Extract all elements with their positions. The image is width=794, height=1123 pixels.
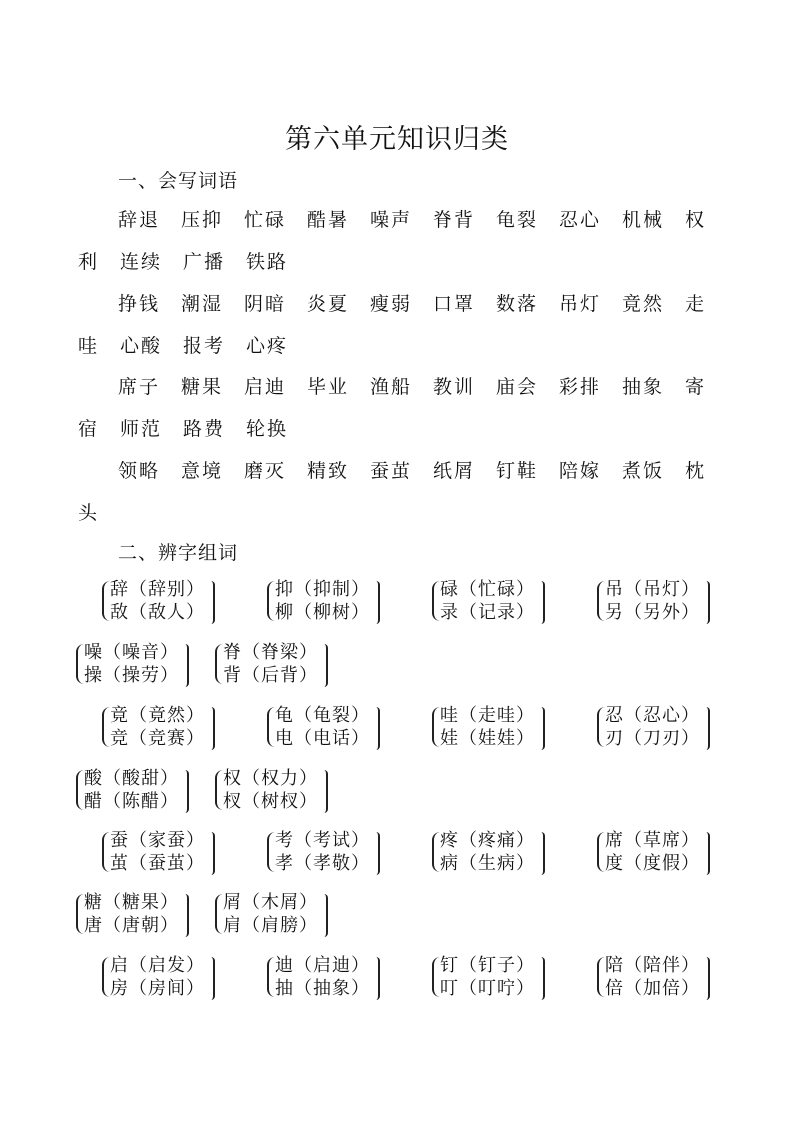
group-entry: 茧（蚕茧） (110, 853, 205, 874)
group-entry: 竟（竟然） (110, 705, 205, 726)
word-line: 辞退 压抑 忙碌 酷暑 噪声 脊背 龟裂 忍心 机械 权 (118, 209, 707, 231)
left-brace (102, 957, 110, 997)
right-bracket (211, 581, 215, 624)
group-entry: 碌（忙碌） (440, 579, 535, 600)
group-entry: 疼（疼痛） (440, 830, 535, 851)
char-group (215, 767, 328, 813)
group-entry: 脊（脊梁） (223, 642, 318, 663)
char-group (215, 641, 328, 687)
group-entry: 吊（吊灯） (605, 579, 700, 600)
group-entry: 噪（噪音） (84, 642, 179, 663)
group-entry: 糖（糖果） (84, 892, 179, 913)
word-line: 宿 师范 路费 轮换 (78, 418, 289, 440)
char-group (432, 829, 545, 875)
left-brace (76, 644, 84, 684)
group-entry: 敌（敌人） (110, 602, 205, 623)
right-bracket (376, 707, 380, 750)
group-entry: 哇（走哇） (440, 705, 535, 726)
right-bracket (541, 581, 545, 624)
char-group (597, 954, 710, 1000)
left-brace (267, 957, 275, 997)
group-entry: 蚕（家蚕） (110, 830, 205, 851)
group-entry: 叮（叮咛） (440, 978, 535, 999)
group-entry: 席（草席） (605, 830, 700, 851)
right-bracket (211, 832, 215, 875)
group-entry: 陪（陪伴） (605, 955, 700, 976)
left-brace (432, 581, 440, 621)
left-brace (102, 707, 110, 747)
char-group (267, 954, 380, 1000)
char-group (432, 578, 545, 624)
char-group (267, 704, 380, 750)
char-group (215, 891, 328, 937)
group-entry: 肩（肩膀） (223, 915, 318, 936)
char-group (432, 954, 545, 1000)
right-bracket (211, 957, 215, 1000)
left-brace (267, 581, 275, 621)
left-brace (597, 832, 605, 872)
right-bracket (541, 832, 545, 875)
group-entry: 酸（酸甜） (84, 768, 179, 789)
left-brace (215, 644, 223, 684)
group-entry: 启（启发） (110, 955, 205, 976)
right-bracket (376, 832, 380, 875)
word-line: 挣钱 潮湿 阴暗 炎夏 瘦弱 口罩 数落 吊灯 竟然 走 (118, 293, 707, 315)
right-bracket (185, 894, 189, 937)
word-line: 领略 意境 磨灭 精致 蚕茧 纸屑 钉鞋 陪嫁 煮饭 枕 (118, 460, 707, 482)
right-bracket (376, 581, 380, 624)
section-heading-words: 一、会写词语 (118, 170, 239, 192)
char-group (102, 829, 215, 875)
left-brace (215, 894, 223, 934)
left-brace (597, 581, 605, 621)
left-brace (267, 707, 275, 747)
group-entry: 考（考试） (275, 830, 370, 851)
right-bracket (706, 581, 710, 624)
char-group (76, 891, 189, 937)
group-entry: 倍（加倍） (605, 978, 700, 999)
right-bracket (376, 957, 380, 1000)
right-bracket (324, 894, 328, 937)
right-bracket (185, 770, 189, 813)
right-bracket (324, 770, 328, 813)
right-bracket (706, 707, 710, 750)
group-entry: 醋（陈醋） (84, 791, 179, 812)
group-entry: 另（另外） (605, 602, 700, 623)
char-group (597, 578, 710, 624)
group-entry: 抽（抽象） (275, 978, 370, 999)
right-bracket (706, 957, 710, 1000)
group-entry: 屑（木屑） (223, 892, 318, 913)
group-entry: 娃（娃娃） (440, 728, 535, 749)
left-brace (102, 832, 110, 872)
group-entry: 权（权力） (223, 768, 318, 789)
group-entry: 度（度假） (605, 853, 700, 874)
group-entry: 孝（孝敬） (275, 853, 370, 874)
group-entry: 钉（钉子） (440, 955, 535, 976)
char-group (102, 954, 215, 1000)
char-group (267, 578, 380, 624)
group-entry: 刃（刀刃） (605, 728, 700, 749)
word-line: 头 (78, 502, 100, 524)
char-group (102, 578, 215, 624)
char-group (432, 704, 545, 750)
word-line: 利 连续 广播 铁路 (78, 251, 289, 273)
left-brace (597, 957, 605, 997)
group-entry: 杈（树杈） (223, 791, 318, 812)
group-entry: 迪（启迪） (275, 955, 370, 976)
right-bracket (324, 644, 328, 687)
page-title: 第六单元知识归类 (285, 124, 509, 155)
left-brace (432, 707, 440, 747)
right-bracket (541, 957, 545, 1000)
left-brace (267, 832, 275, 872)
char-group (267, 829, 380, 875)
left-brace (215, 770, 223, 810)
group-entry: 龟（龟裂） (275, 705, 370, 726)
right-bracket (211, 707, 215, 750)
group-entry: 背（后背） (223, 665, 318, 686)
left-brace (76, 894, 84, 934)
char-group (597, 704, 710, 750)
word-line: 哇 心酸 报考 心疼 (78, 335, 289, 357)
section-heading-distinguish: 二、辨字组词 (118, 542, 239, 564)
left-brace (102, 581, 110, 621)
group-entry: 房（房间） (110, 978, 205, 999)
group-entry: 病（生病） (440, 853, 535, 874)
left-brace (432, 957, 440, 997)
left-brace (597, 707, 605, 747)
group-entry: 操（操劳） (84, 665, 179, 686)
group-entry: 竞（竞赛） (110, 728, 205, 749)
group-entry: 录（记录） (440, 602, 535, 623)
right-bracket (185, 644, 189, 687)
char-group (102, 704, 215, 750)
word-line: 席子 糖果 启迪 毕业 渔船 教训 庙会 彩排 抽象 寄 (118, 376, 707, 398)
right-bracket (706, 832, 710, 875)
group-entry: 柳（柳树） (275, 602, 370, 623)
left-brace (432, 832, 440, 872)
group-entry: 辞（辞别） (110, 579, 205, 600)
left-brace (76, 770, 84, 810)
char-group (76, 767, 189, 813)
group-entry: 忍（忍心） (605, 705, 700, 726)
char-group (597, 829, 710, 875)
group-entry: 抑（抑制） (275, 579, 370, 600)
group-entry: 唐（唐朝） (84, 915, 179, 936)
group-entry: 电（电话） (275, 728, 370, 749)
char-group (76, 641, 189, 687)
right-bracket (541, 707, 545, 750)
